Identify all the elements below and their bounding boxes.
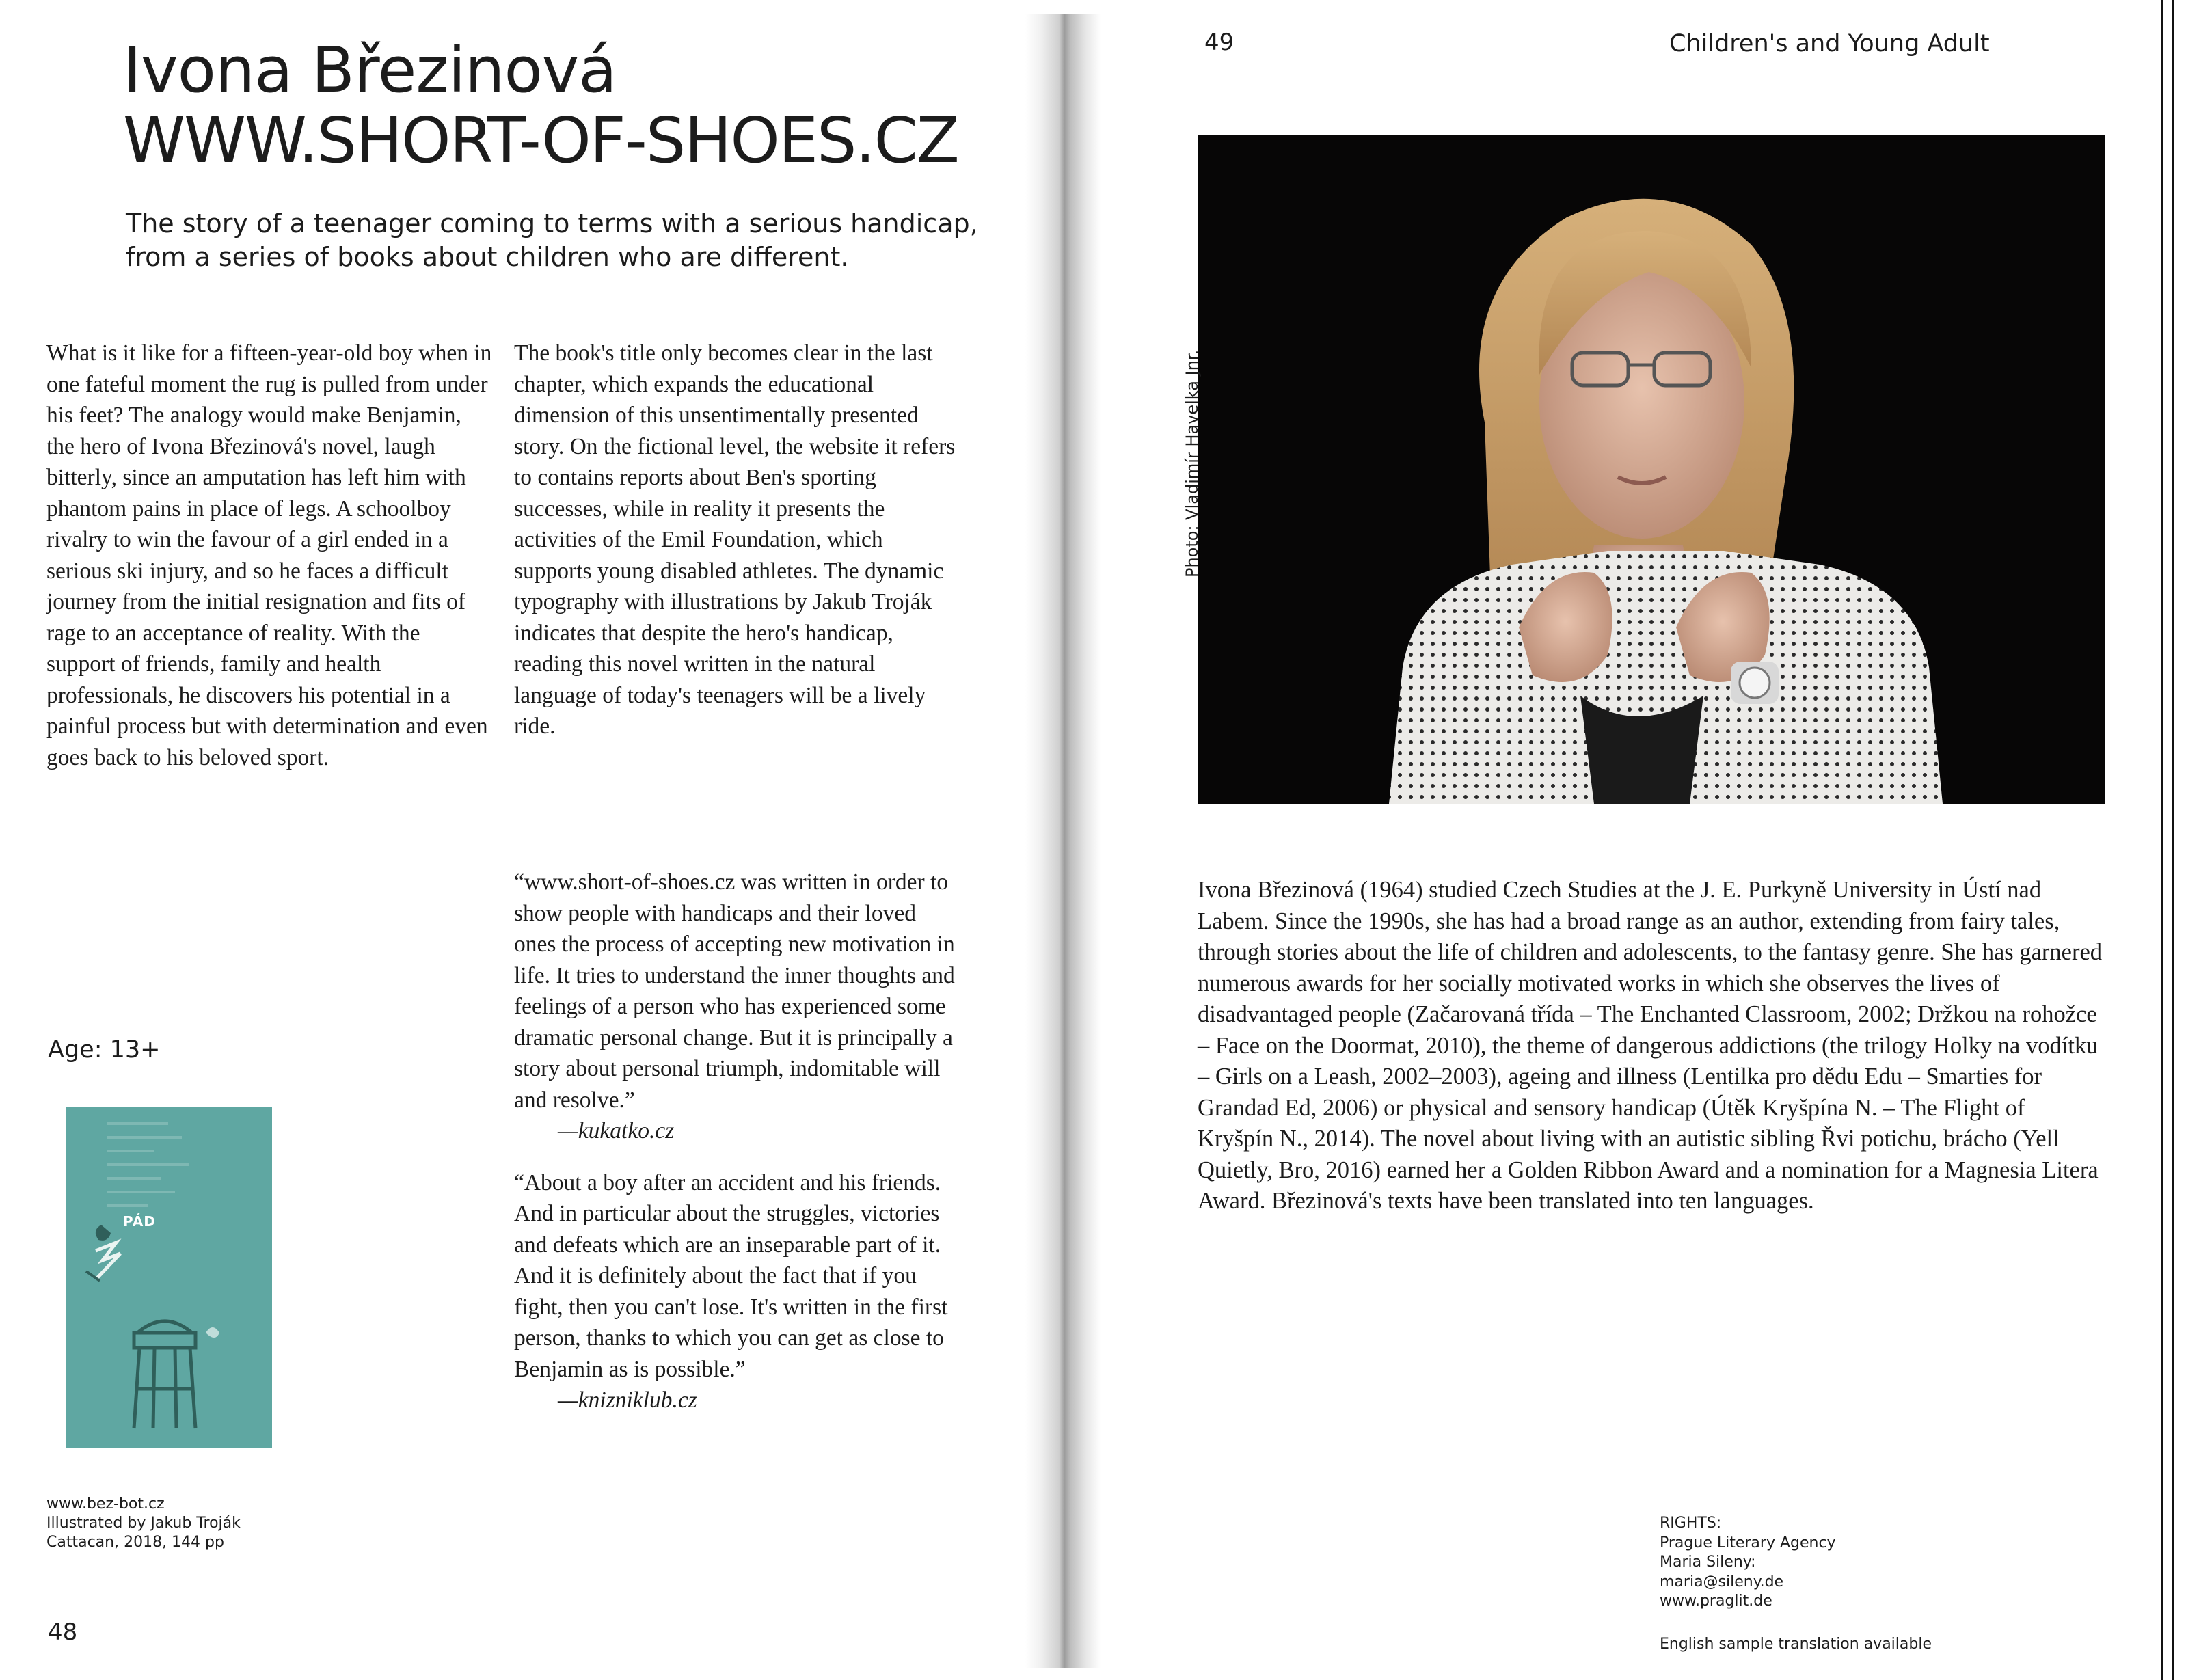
review-paragraph-2: The book's title only becomes clear in the last chapter, which expands the educational dimension of this unsentimentally presented story. On the fictional level, the website it refers to contains reports about Ben's sporting successes, while in reality it presents the activities of the Emil Foundation, which supports young disabled athletes. The dynamic typography with illustrations by Jakub Troják indicates that despite the hero's handicap, reading this novel written in the natural language of today's teenagers will be a lively ride. <box>514 340 956 739</box>
cover-title: PÁD <box>123 1213 156 1230</box>
page-number-left: 48 <box>48 1618 78 1646</box>
quote-source: —kukatko.cz <box>558 1118 675 1143</box>
portrait-illustration <box>1198 135 2105 804</box>
rights-heading: RIGHTS: <box>1660 1515 1722 1532</box>
translation-note: English sample translation available <box>1660 1636 1932 1653</box>
subtitle: The story of a teenager coming to terms with a serious handicap, from a series of books about children who are different. <box>126 208 978 273</box>
rights-contact: Maria Sileny: <box>1660 1554 1756 1571</box>
book-website: www.bez-bot.cz <box>46 1495 165 1513</box>
age-label: Age: 13+ <box>48 1036 161 1063</box>
page-edge-line <box>2172 0 2174 1680</box>
rights-website: www.praglit.de <box>1660 1593 1772 1610</box>
photo-credit: Photo: Vladimír Havelka Jnr. <box>1183 349 1202 578</box>
section-label: Children's and Young Adult <box>1669 30 1990 57</box>
review-paragraph-1: What is it like for a fifteen-year-old boy when in one fateful moment the rug is pulled from under his feet? The analogy would make Benjamin, the hero of Ivona Březinová's novel, laugh bitterly, since an amputation has left him with phantom pains in place of legs. A schoolboy rivalry to win the favour of a girl ended in a serious ski injury, and so he faces a difficult journey from the initial resignation and fits of rage to an acceptance of reality. With the support of friends, family and health professionals, he discovers his potential in a painful process but with determination and even goes back to his beloved sport. <box>46 340 492 770</box>
page-number-right: 49 <box>1204 29 1234 56</box>
book-title: WWW.SHORT-OF-SHOES.CZ <box>123 104 958 177</box>
book-cover-image <box>66 1107 272 1448</box>
author-bio <box>1198 875 2103 1217</box>
review-column-1 <box>46 338 492 773</box>
cover-illustration <box>66 1107 272 1448</box>
rights-email: maria@sileny.de <box>1660 1573 1784 1590</box>
rights-agency: Prague Literary Agency <box>1660 1534 1836 1552</box>
page-edge-line <box>2161 0 2163 1680</box>
review-column-2 <box>514 338 958 742</box>
rights-info <box>1660 1514 1836 1612</box>
quote-source: —knizniklub.cz <box>558 1387 697 1413</box>
quote-text: “About a boy after an accident and his friends. And in particular about the struggles, victories and defeats which are an inseparable part of it. And it is definitely about the fact that if you fight, then you can't lose. It's written in the first person, thanks to which you can get as close to Benjamin as is possible.” <box>514 1169 948 1382</box>
book-publisher: Cattacan, 2018, 144 pp <box>46 1534 224 1551</box>
author-photo <box>1198 135 2105 804</box>
book-info <box>46 1495 241 1552</box>
book-illustrator: Illustrated by Jakub Troják <box>46 1515 241 1532</box>
book-gutter <box>1025 14 1101 1668</box>
author-name: Ivona Březinová <box>123 33 617 107</box>
bio-paragraph: Ivona Březinová (1964) studied Czech Studies at the J. E. Purkyně University in Ústí nad Labem. Since the 1990s, she has had a broad range as an author, extending from fairy tales, through stories about the life of children and adolescents, to the fantasy genre. She has garnered numerous awards for her socially motivated works in which she observes the lives of disadvantaged people (Začarovaná třída – The Enchanted Classroom, 2002; Držkou na rohožce – Face on the Doormat, 2010), the theme of dangerous addictions (the trilogy Holky na vodítku – Girls on a Leash, 2002–2003), ageing and illness (Lentilka pro dědu Edu – Smarties for Grandad Ed, 2006) or physical and sensory handicap (Útěk Kryšpína N. – The Flight of Kryšpín N., 2014). The novel about living with an autistic sibling Řvi potichu, brácho (Yell Quietly, Bro, 2016) earned her a Golden Ribbon Award and a nomination for a Magnesia Litera Award. Březinová's texts have been translated into ten languages. <box>1198 877 2103 1214</box>
quote-text: “www.short-of-shoes.cz was written in order to show people with handicaps and their loved ones the process of accepting new motivation in life. It tries to understand the inner thoughts and feelings of a person who has experienced some dramatic personal change. But it is principally a story about personal triumph, indomitable will and resolve.” <box>514 869 955 1113</box>
press-quotes <box>514 867 958 1416</box>
